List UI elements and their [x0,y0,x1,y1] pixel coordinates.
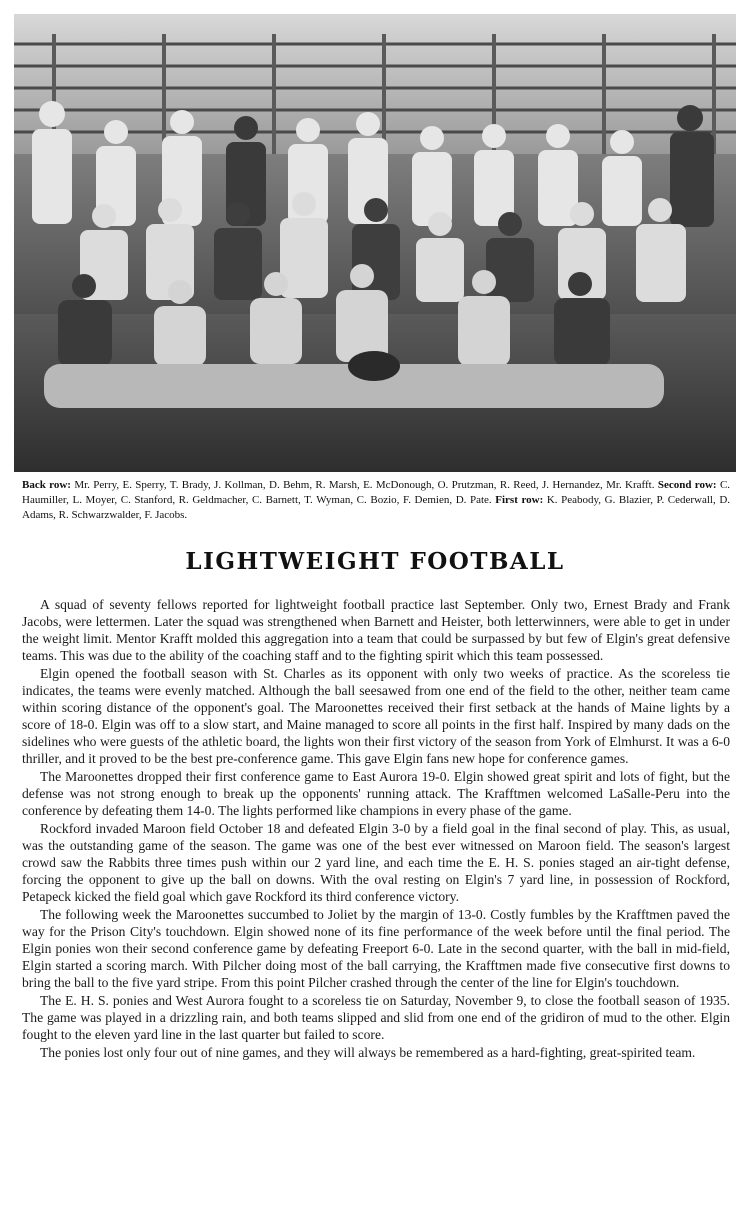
back-row-names: Mr. Perry, E. Sperry, T. Brady, J. Kollman, D. Behm, R. Marsh, E. McDonough, O. Prutzman, R. Reed, J. Hernandez, Mr. Krafft. [74,479,655,491]
second-row-names: C. Haumiller, L. Moyer, C. Stanford, R. Geldmacher, C. Barnett, T. Wyman, C. Bozio, F. Demien, D. Pate. [22,479,731,506]
article-paragraph: The following week the Maroonettes succumbed to Joliet by the margin of 13-0. Costly fumbles by the Krafftmen paved the way for the Prison City's touchdown. Elgin showed none of its fine performance of the week before until the final period. The Elgin ponies won their second conference game by defeating Freeport 6-0. Late in the second quarter, with the ball in mid-field, Elgin started a scoring march. With Pilcher doing most of the ball carrying, the Krafftmen made five consecutive first downs to bring the ball to the five yard stripe. From this point Pilcher crashed through the center of the line for Elgin's touchdown. [22,907,730,990]
article-body [22,596,730,1062]
first-row-names: K. Peabody, G. Blazier, P. Cederwall, D. Adams, R. Schwarzwalder, F. Jacobs. [22,494,731,521]
article-paragraph: The ponies lost only four out of nine games, and they will always be remembered as a hard-fighting, great-spirited team. [40,1045,696,1060]
team-photo-icon [14,14,736,472]
back-row-label: Back row: [22,479,71,491]
photo-caption [22,478,730,523]
team-photo [14,14,736,472]
article-paragraph: A squad of seventy fellows reported for lightweight football practice last September. Only two, Ernest Brady and Frank Jacobs, were lettermen. Later the squad was strengthened when Barnett and Heister, both letterwinners, were able to get in under the weight limit. Mentor Krafft molded this aggregation into a team that could be surpassed by but few of Elgin's great defensive teams. This was due to the ability of the coaching staff and to the fighting spirit which this team possessed. [22,597,730,663]
article-paragraph: The Maroonettes dropped their first conference game to East Aurora 19-0. Elgin showed great spirit and lots of fight, but the defense was not strong enough to break up the opponents' running attack. The Krafftmen welcomed LaSalle-Peru into the conference by defeating them 14-0. The lights performed like champions in every phase of the game. [22,769,730,818]
article-paragraph: Elgin opened the football season with St. Charles as its opponent with only two weeks of practice. As the scoreless tie indicates, the teams were evenly matched. Although the ball seesawed from one end of the field to the other, neither team came within scoring distance of the opponent's goal. The Maroonettes received their first setback at the hands of Maine lights by a score of 18-0. Elgin was off to a slow start, and Maine managed to score all points in the first half. Inspired by many dads on the sidelines who were guests of the athletic board, the lights won their first victory of the season from York of Elmhurst. It was a 6-0 thriller, and it proved to be the best pre-conference game. This gave Elgin fans new hope for conference games. [22,666,730,766]
article-paragraph: The E. H. S. ponies and West Aurora fought to a scoreless tie on Saturday, November 9, to close the football season of 1935. The game was played in a drizzling rain, and both teams slipped and slid from one end of the gridiron of mud to the other. Elgin fought to the eleven yard line in the last quarter but failed to score. [22,993,730,1042]
second-row-label: Second row: [657,479,717,491]
first-row-label: First row: [495,494,544,506]
page-title: LIGHTWEIGHT FOOTBALL [185,548,565,575]
article-paragraph: Rockford invaded Maroon field October 18 and defeated Elgin 3-0 by a field goal in the final second of play. This, as usual, was the outstanding game of the season. The game was one of the best ever witnessed on Maroon field. The season's largest crowd saw the Rabbits three times push within our 2 yard line, and each time the E. H. S. ponies staged an air-tight defense, forcing the opponent to give up the ball on downs. With the oval resting on Elgin's 7 yard line, in possession of Rockford, Petapeck kicked the field goal which gave Rockford its third conference victory. [22,821,730,904]
